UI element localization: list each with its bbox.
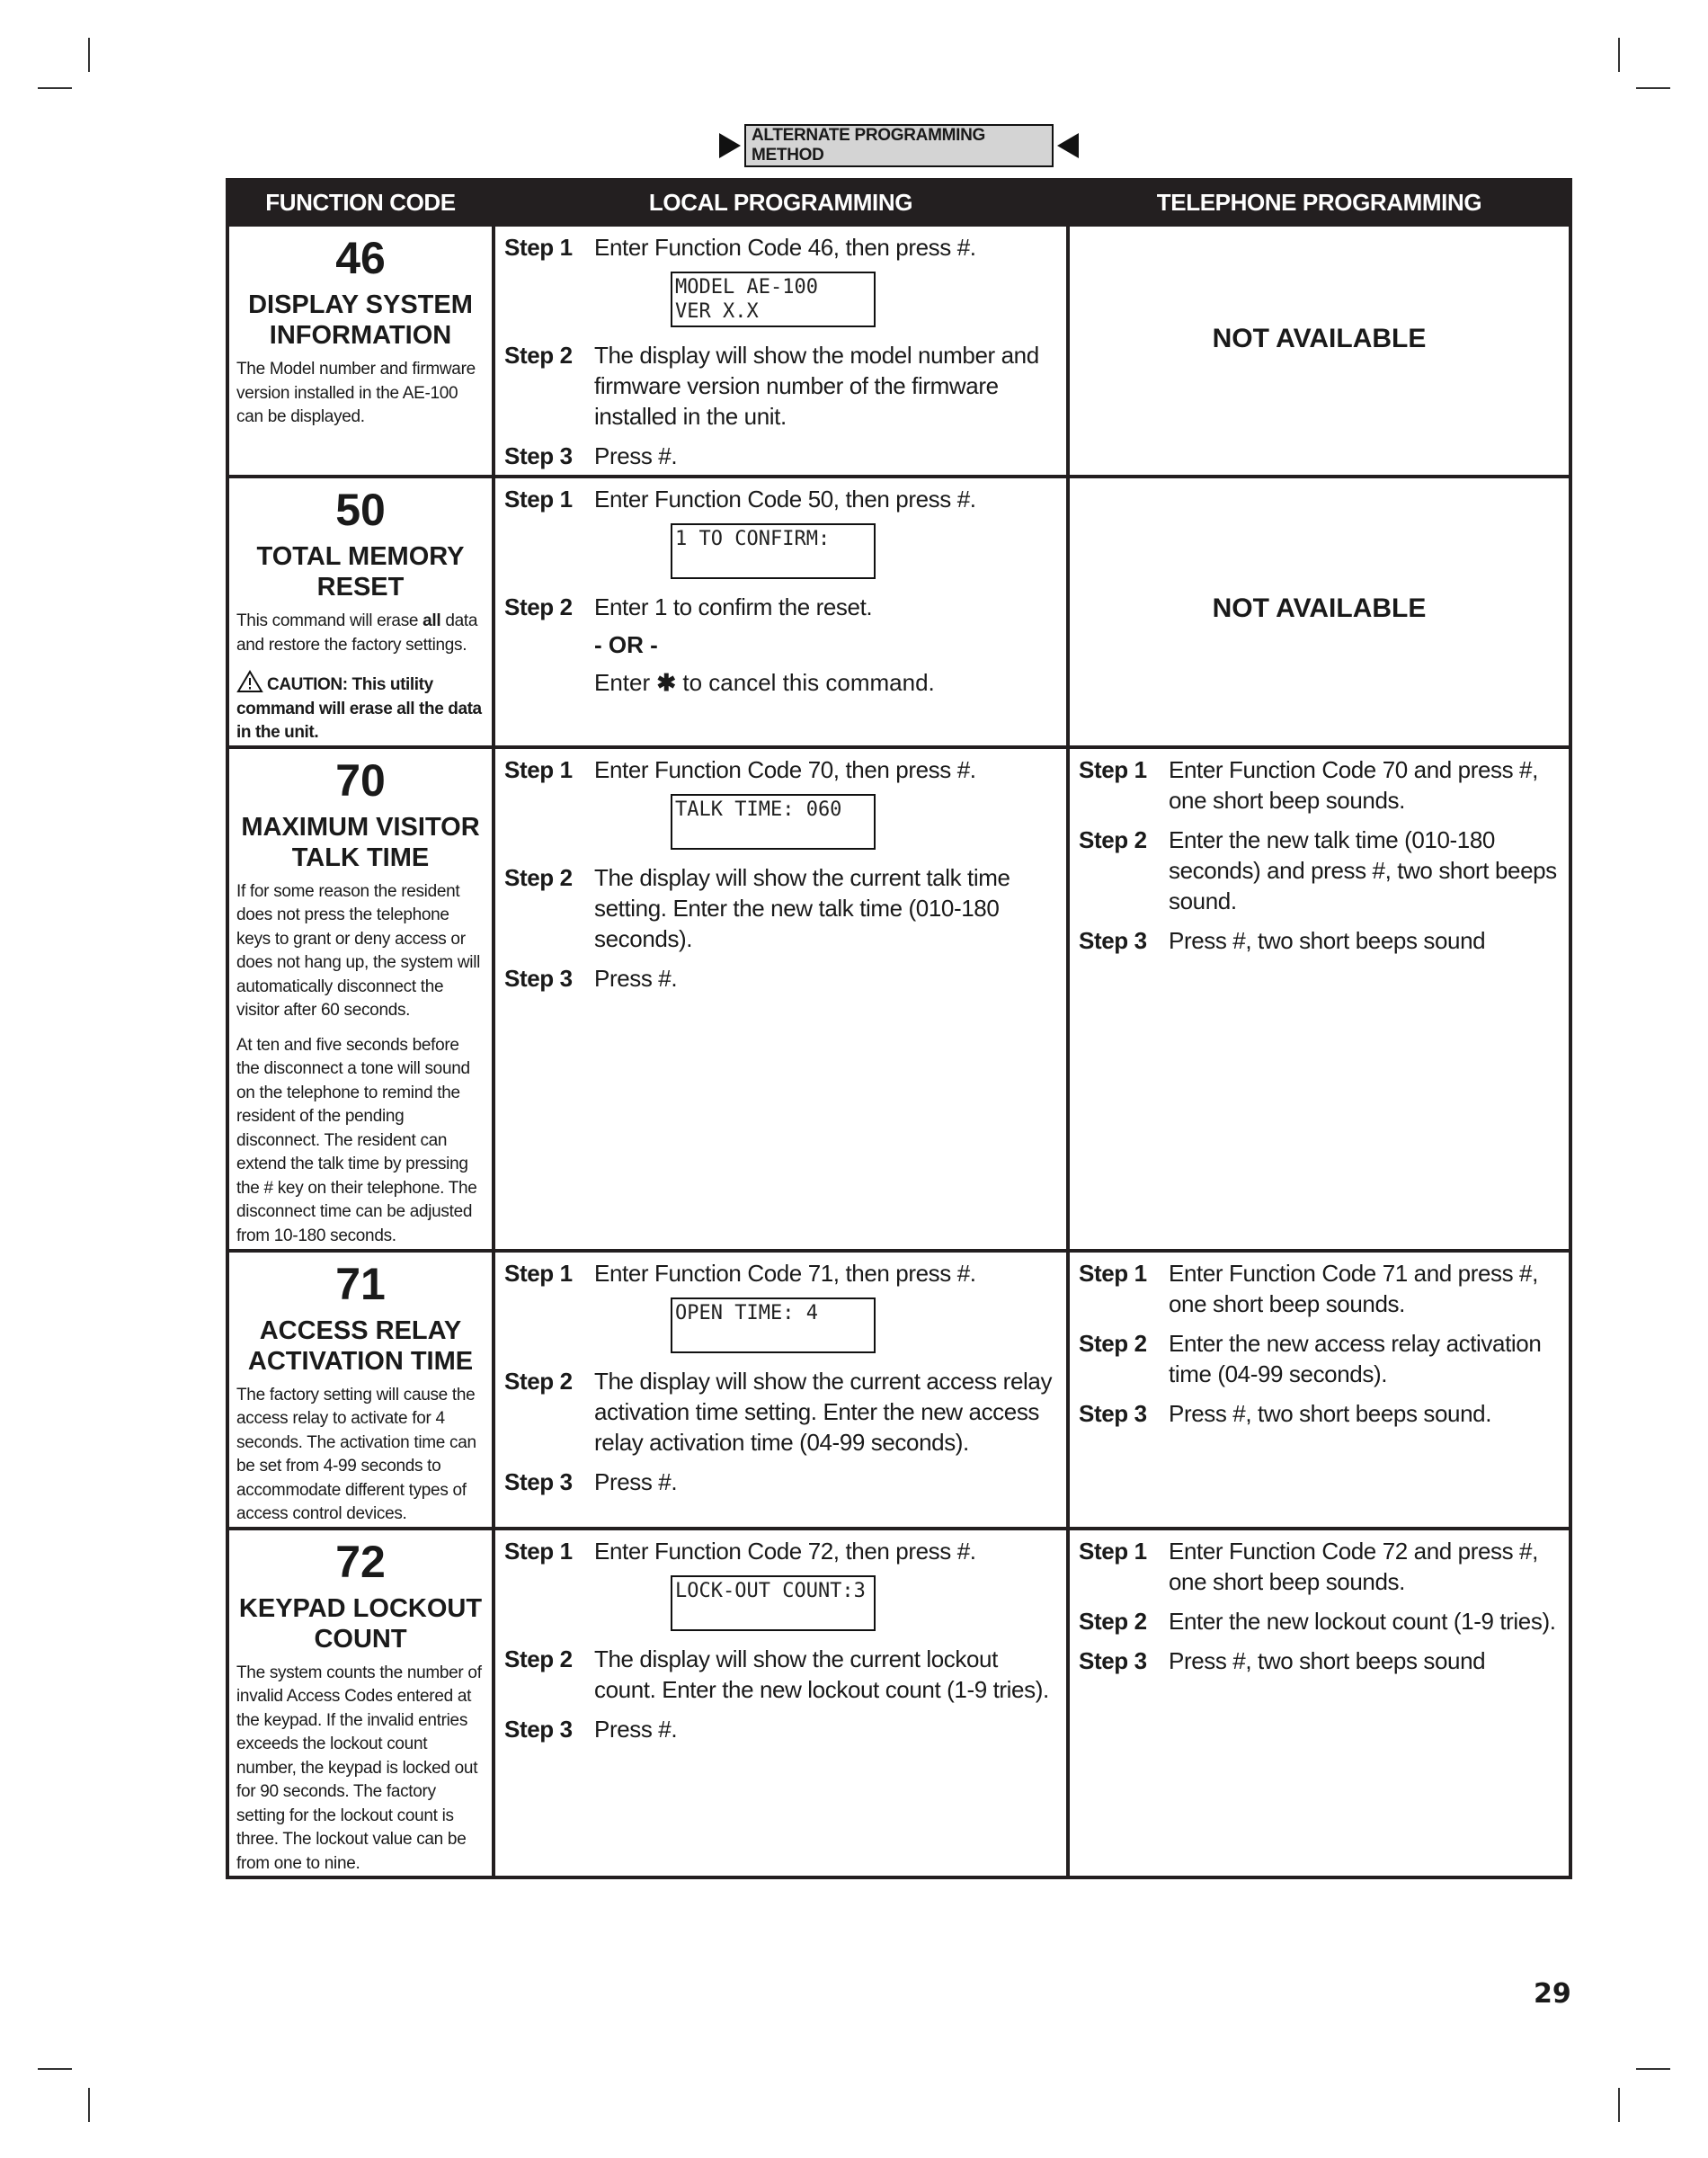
step (1079, 1606, 1561, 1636)
step-text: The display will show the model number and firmware version number of the firmware installed in the unit. (594, 342, 1039, 430)
step-text: Enter the new talk time (010-180 seconds) and press #, two short beeps sound. (1169, 825, 1557, 914)
function-cell (227, 1251, 494, 1529)
crop-mark (38, 2068, 72, 2070)
description-text: This command will erase (236, 611, 423, 630)
step-text: The display will show the current lockout count. Enter the new lockout count (1-9 tries). (594, 1645, 1049, 1703)
step-text: Press #. (594, 442, 678, 469)
step-text: Enter Function Code 71 and press #, one short beep sounds. (1169, 1259, 1538, 1317)
step-label: Step 2 (1079, 1607, 1147, 1635)
step-label: Step 2 (504, 863, 573, 891)
crop-mark (1636, 2068, 1670, 2070)
step (1079, 1328, 1561, 1389)
caution-note (236, 670, 485, 745)
function-title: DISPLAY SYSTEM INFORMATION (248, 290, 473, 350)
step (1079, 1258, 1561, 1319)
table-header-row (227, 180, 1570, 225)
function-title: ACCESS RELAY ACTIVATION TIME (247, 1315, 474, 1376)
step (1079, 825, 1561, 916)
header-telephone-programming: TELEPHONE PROGRAMMING (1068, 180, 1570, 225)
step (504, 1258, 1059, 1289)
warning-icon (236, 670, 263, 693)
crop-mark (1618, 38, 1620, 72)
step-text: The display will show the current access relay activation time setting. Enter the new access relay activation time (04-99 seconds). (594, 1367, 1053, 1456)
step-label: Step 3 (1079, 1646, 1147, 1674)
crop-mark (38, 87, 72, 89)
table-row (227, 225, 1570, 477)
step-label: Step 1 (504, 1259, 573, 1287)
lcd-display: OPEN TIME: 4 (671, 1297, 876, 1353)
telephone-programming-cell (1068, 477, 1570, 747)
not-available-text: NOT AVAILABLE (1212, 324, 1427, 353)
step (504, 1366, 1059, 1458)
step-label: Step 3 (1079, 926, 1147, 954)
arrow-left-icon (1057, 133, 1079, 158)
function-cell (227, 1529, 494, 1878)
local-programming-cell (494, 477, 1068, 747)
cancel-instruction (594, 667, 1059, 698)
function-cell (227, 747, 494, 1251)
asterisk-key-icon: ✱ (656, 669, 677, 696)
function-description (236, 610, 485, 657)
function-code: 72 (335, 1536, 386, 1587)
step-text: Enter Function Code 72, then press #. (594, 1537, 976, 1565)
function-code: 70 (335, 754, 386, 806)
step-text: Enter Function Code 50, then press #. (594, 486, 976, 513)
step-text: Enter the new lockout count (1-9 tries). (1169, 1607, 1556, 1635)
step (504, 862, 1059, 954)
crop-mark (88, 2088, 90, 2122)
step-text: Enter Function Code 71, then press #. (594, 1259, 976, 1287)
step-label: Step 1 (504, 234, 573, 261)
step (504, 340, 1059, 432)
telephone-programming-cell (1068, 1529, 1570, 1878)
function-description: The system counts the number of invalid Access Codes entered at the keypad. If the invalid entries exceeds the lockout count number, the keypad is locked out for 90 seconds. The factory setting for the lockout count is three. The lockout value can be from one to nine. (236, 1663, 482, 1873)
cancel-text: to cancel this command. (676, 669, 935, 696)
telephone-programming-cell (1068, 225, 1570, 477)
function-description: The factory setting will cause the access relay to activate for 4 seconds. The activation time can be set from 4-99 seconds to accommodate different types of access control devices. (236, 1385, 476, 1523)
step-label: Step 2 (504, 1367, 573, 1395)
crop-mark (1636, 87, 1670, 89)
crop-mark (88, 38, 90, 72)
step (504, 1467, 1059, 1497)
step-text: The display will show the current talk time setting. Enter the new talk time (010-180 seconds). (594, 863, 1010, 952)
not-available-text: NOT AVAILABLE (1212, 593, 1427, 623)
lcd-display: 1 TO CONFIRM: (671, 523, 876, 579)
step-label: Step 1 (504, 1537, 573, 1565)
banner-title: ALTERNATE PROGRAMMING METHOD (744, 124, 1054, 167)
telephone-programming-cell (1068, 747, 1570, 1251)
caution-text: CAUTION: This utility command will erase all the data in the unit. (236, 675, 482, 742)
step (1079, 1398, 1561, 1429)
step (504, 592, 1059, 622)
step-text: Enter Function Code 70, then press #. (594, 755, 976, 783)
step-text: Press #, two short beeps sound (1169, 926, 1486, 954)
arrow-right-icon (719, 133, 741, 158)
function-description-extra: At ten and five seconds before the disconnect a tone will sound on the telephone to remind the resident of the pending disconnect. The resident can extend the talk time by pressing the # key on their telephone. The disconnect time can be adjusted from 10-180 seconds. (236, 1035, 477, 1245)
step-label: Step 1 (1079, 755, 1147, 783)
step-label: Step 1 (504, 486, 573, 513)
function-title: KEYPAD LOCKOUT COUNT (238, 1593, 483, 1654)
function-code: 46 (335, 233, 386, 283)
step-text: Press #. (594, 1467, 678, 1495)
step (504, 963, 1059, 994)
function-title: MAXIMUM VISITOR TALK TIME (241, 812, 480, 872)
step-label: Step 2 (1079, 825, 1147, 853)
step-label: Step 1 (504, 755, 573, 783)
step-label: Step 3 (504, 964, 573, 992)
step-text: Press #, two short beeps sound. (1169, 1399, 1492, 1427)
description-text: data and restore the factory settings. (236, 611, 478, 655)
local-programming-cell (494, 1529, 1068, 1878)
header-local-programming: LOCAL PROGRAMMING (494, 180, 1068, 225)
step-text: Enter 1 to confirm the reset. (594, 593, 873, 620)
lcd-display: MODEL AE-100 VER X.X (671, 272, 876, 327)
step (504, 1644, 1059, 1705)
telephone-programming-cell (1068, 1251, 1570, 1529)
section-banner (719, 123, 1079, 168)
cancel-text: Enter (594, 669, 657, 696)
lcd-display: LOCK-OUT COUNT:3 (671, 1575, 876, 1631)
step-label: Step 1 (1079, 1259, 1147, 1287)
step-label: Step 3 (504, 1467, 573, 1495)
table-row (227, 477, 1570, 747)
step (504, 441, 1059, 471)
function-code: 71 (335, 1258, 386, 1309)
function-title: TOTAL MEMORY RESET (256, 542, 465, 602)
step-text: Press #. (594, 1715, 678, 1743)
step-label: Step 1 (1079, 1537, 1147, 1565)
step (504, 1536, 1059, 1566)
step-label: Step 3 (504, 1715, 573, 1743)
step (1079, 754, 1561, 816)
local-programming-cell (494, 1251, 1068, 1529)
page-number: 29 (1534, 1978, 1571, 2010)
function-cell (227, 225, 494, 477)
step-label: Step 3 (504, 442, 573, 469)
step-text: Press #. (594, 964, 678, 992)
step (1079, 1645, 1561, 1676)
step-label: Step 3 (1079, 1399, 1147, 1427)
function-description: If for some reason the resident does not press the telephone keys to grant or deny access or does not hang up, the system will automatically disconnect the visitor after 60 seconds. (236, 881, 481, 1020)
or-separator: - OR - (594, 631, 658, 658)
lcd-display: TALK TIME: 060 (671, 794, 876, 850)
function-code: 50 (335, 485, 386, 535)
table-row (227, 1251, 1570, 1529)
step-text: Enter Function Code 46, then press #. (594, 234, 976, 261)
step-label: Step 2 (1079, 1329, 1147, 1357)
step (504, 232, 1059, 263)
step (504, 1714, 1059, 1744)
step-text: Enter Function Code 72 and press #, one short beep sounds. (1169, 1537, 1538, 1595)
step (1079, 1536, 1561, 1597)
step-text: Enter the new access relay activation time (04-99 seconds). (1169, 1329, 1542, 1387)
function-cell (227, 477, 494, 747)
table-row (227, 747, 1570, 1251)
header-function-code: FUNCTION CODE (227, 180, 494, 225)
step-label: Step 2 (504, 593, 573, 620)
step-label: Step 2 (504, 342, 573, 369)
step-text: Press #, two short beeps sound (1169, 1646, 1486, 1674)
step-label: Step 2 (504, 1645, 573, 1672)
crop-mark (1618, 2088, 1620, 2122)
programming-table (226, 178, 1572, 1879)
description-emphasis: all (423, 611, 441, 630)
step (504, 484, 1059, 514)
step (1079, 925, 1561, 956)
table-row (227, 1529, 1570, 1878)
local-programming-cell (494, 225, 1068, 477)
function-description: The Model number and firmware version installed in the AE-100 can be displayed. (236, 360, 476, 426)
step-text: Enter Function Code 70 and press #, one short beep sounds. (1169, 755, 1538, 814)
local-programming-cell (494, 747, 1068, 1251)
step (504, 754, 1059, 785)
